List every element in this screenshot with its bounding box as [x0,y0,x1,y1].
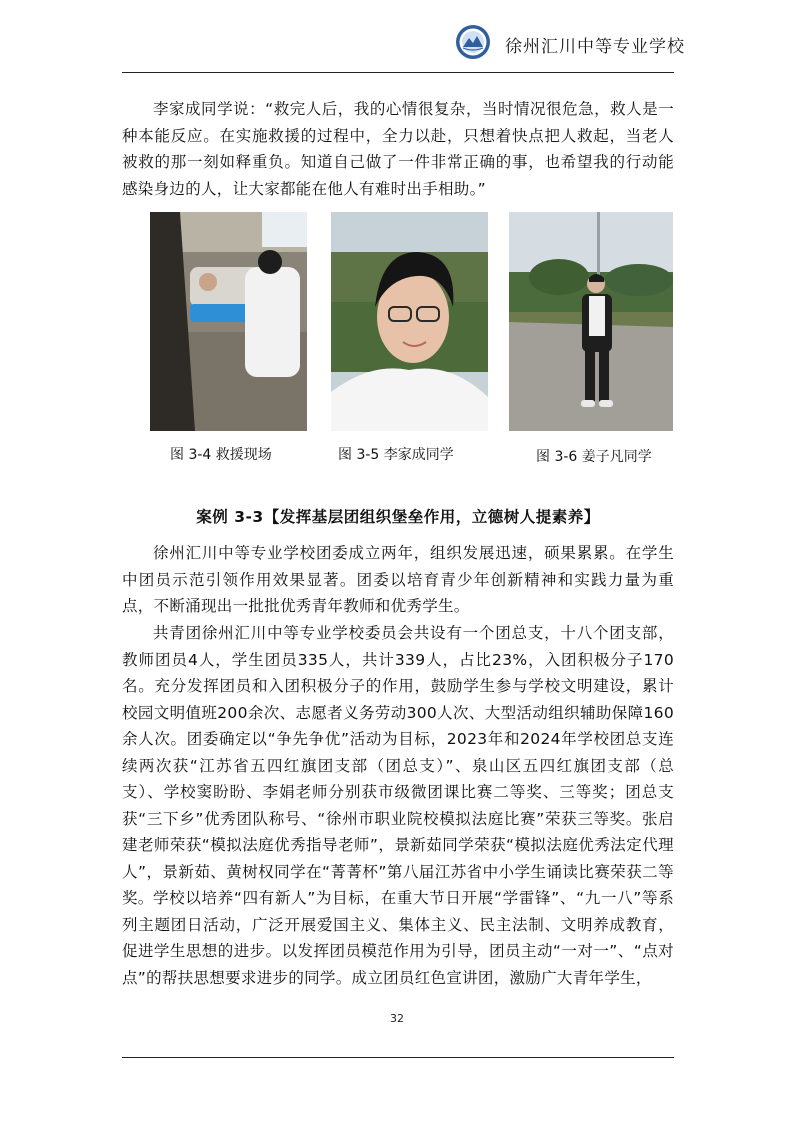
page-number: 32 [390,1012,404,1025]
figure-caption: 图 3-5 李家成同学 [338,447,454,463]
rescue-scene-photo [150,212,307,431]
header-divider [122,72,674,73]
school-emblem-icon [455,24,491,60]
intro-paragraph: 徐州汇川中等专业学校团委成立两年，组织发展迅速，硕果累累。在学生中团员示范引领作用效果显著。团委以培育青少年创新精神和实践力量为重点，不断涌现出一批批优秀青年教师和优秀学生。 [122,544,674,615]
student-standing-photo [509,212,673,431]
stats-paragraph: 共青团徐州汇川中等专业学校委员会共设有一个团总支，十八个团支部，教师团员4人，学生团员335人，共计339人，占比23%，入团积极分子170名。充分发挥团员和入团积极分子的作用，鼓励学生参与学校文明建设，累计校园文明值班200余次、志愿者义务劳动300人次、大型活动组织辅助保障160余人次。团委确定以“争先争优”活动为目标，2023年和2024年学校团总支连续两次获“江苏省五四红旗团支部（团总支）”、泉山区五四红旗团支部（总支）、学校窦盼盼、李娟老师分别获市级微团课比赛二等奖、三等奖；团总支获“三下乡”优秀团队称号、“徐州市职业院校模拟法庭比赛”荣获三等奖。张启建老师荣获“模拟法庭优秀指导老师”，景新茹同学荣获“模拟法庭优秀法定代理人”，景新茹、黄树权同学在“菁菁杯”第八届江苏省中小学生诵读比赛荣获二等奖。 [122,624,674,907]
student-portrait-photo [331,212,488,431]
figure-caption: 图 3-4 救援现场 [170,447,272,463]
quote-paragraph: 李家成同学说：“救完人后，我的心情很复杂，当时情况很危急，救人是一种本能反应。在实施救援的过程中，全力以赴，只想着快点把人救起，当老人被救的那一刻如释重负。知道自己做了一件非常正确的事，也希望我的行动能感染身边的人，让大家都能在他人有难时出手相助。” [122,100,674,198]
header-school-name: 徐州汇川中等专业学校 [505,37,685,57]
footer-divider [122,1057,674,1058]
education-paragraph: 学校以培养“四有新人”为目标，在重大节日开展“学雷锋”、“九一八”等系列主题团日活动，广泛开展爱国主义、集体主义、民主法制、文明养成教育，促进学生思想的进步。以发挥团员模范作用为引导，团员主动“一对一”、“点对点”的帮扶思想要求进步的同学。成立团员红色宣讲团，激励广大青年学生， [122,889,674,987]
case-heading: 案例 3-3【发挥基层团组织堡垒作用，立德树人提素养】 [196,508,600,526]
figure-caption: 图 3-6 姜子凡同学 [536,449,652,465]
